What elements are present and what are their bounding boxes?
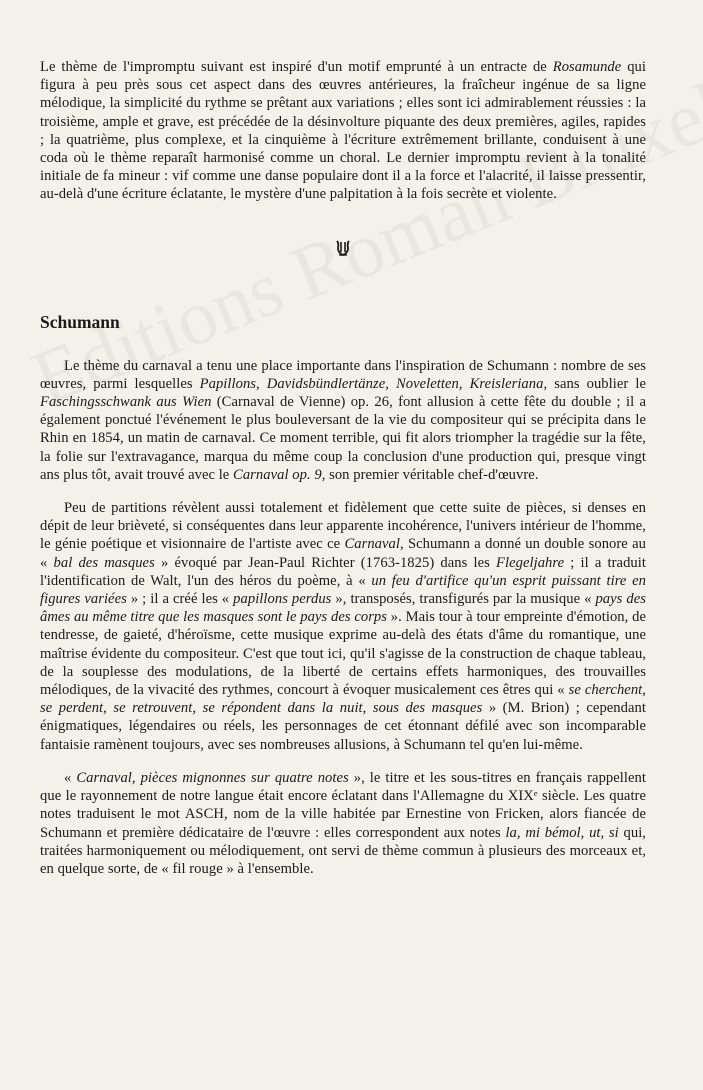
italic-text-run: Carnaval op. 9, bbox=[233, 466, 326, 483]
body-paragraph-1 bbox=[40, 357, 646, 484]
text-run: ». Mais tour à tour empreinte d'émotion, de tendresse, de gaieté, d'héroïsme, cette musique exprime au-delà des états d'âme du romantique, une maîtrise évidente du compositeur. C'est que tout ici, qu'il s'agisse de la construction de chaque tableau, de la souplesse des modulations, de la liberté de certains effets harmoniques, des trouvailles mélodiques, de la vivacité des rythmes, concourt à évoquer musicalement ces êtres qui « bbox=[40, 609, 646, 699]
italic-text-run: Faschingsschwank aus Wien bbox=[40, 394, 212, 411]
italic-text-run: bal des masques bbox=[53, 554, 155, 571]
text-run: » (M. Brion) ; cependant énigmatiques, légendaires ou réels, les personnages de cet étonnant défilé avec son incomparable fantaisie ramènent toujours, avec ses nombreuses allusions, à Schumann tel qu'en lui-même. bbox=[40, 700, 646, 753]
text-run: Schumann a donné un double sonore au « bbox=[40, 536, 646, 571]
text-run: qui figura à peu près sous cet aspect dans des œuvres antérieures, la fraîcheur ingénue de sa ligne mélodique, la simplicité du rythme se prêtant aux variations ; elles sont ici admirablement réussies : la troisième, ample et grave, est précédée de la désinvolture piquante des deux premières, agiles, rapides ; la quatrième, plus complexe, et la cinquième à l'écriture extrêmement brillante, conduisent à une coda où le thème reparaît harmonisé comme un choral. Le dernier impromptu revient à la tonalité initiale de fa mineur : vif comme une danse populaire dont il a la force et l'alacrité, il laisse pressentir, au-delà d'une écriture éclatante, le mystère d'une palpitation à la fois secrète et violente. bbox=[40, 59, 647, 203]
text-run: son premier véritable chef-d'œuvre. bbox=[325, 466, 539, 483]
text-run: » évoqué par Jean-Paul Richter (1763-1825) dans les bbox=[154, 554, 497, 571]
fleuron-ornament-icon bbox=[40, 240, 646, 260]
italic-text-run: Papillons, Davidsbündlertänze, Noveletten, Kreisleriana, bbox=[199, 375, 548, 392]
italic-text-run: la, mi bémol, ut, si bbox=[505, 824, 619, 841]
text-run: », le titre et les sous-titres en français rappellent que le rayonnement de notre langue était encore éclatant dans l'Allemagne du XIXᵉ siècle. Les quatre notes traduisent le mot ASCH, nom de la ville habitée par Ernestine von Fricken, alors fiancée de Schumann et première dédicataire de l'œuvre : elles correspondent aux notes bbox=[40, 769, 646, 841]
italic-text-run: Rosamunde bbox=[552, 59, 622, 75]
text-run: « bbox=[64, 769, 77, 786]
text-run: » ; il a créé les « bbox=[126, 591, 234, 608]
text-run: qui, traitées harmoniquement ou mélodiquement, ont servi de thème commun à plusieurs des morceaux et, en quelque sorte, de « fil rouge » à l'ensemble. bbox=[40, 824, 646, 877]
text-run: (Carnaval de Vienne) op. 26, font allusion à cette fête du double ; il a également ponctué l'événement le plus bouleversant de la vie du compositeur qui se précipita dans le Rhin en 1854, un matin de carnaval. Ce moment terrible, qui fit alors triompher la tragédie sur la fête, la folie sur l'extravagance, marqua du même coup la conclusion d'une production qui, presque vingt ans plus tôt, avait trouvé avec le bbox=[40, 394, 646, 483]
text-run: ; il a traduit l'identification de Walt, l'un des héros du poème, à « bbox=[40, 554, 646, 589]
italic-text-run: pays des âmes au même titre que les masques sont le pays des corps bbox=[40, 591, 646, 626]
italic-text-run: un feu d'artifice qu'un esprit puissant tire en figures variées bbox=[40, 572, 646, 608]
intro-paragraph bbox=[40, 58, 646, 204]
italic-text-run: Carnaval, pièces mignonnes sur quatre notes bbox=[76, 769, 349, 786]
text-run: Le thème du carnaval a tenu une place importante dans l'inspiration de Schumann : nombre de ses œuvres, parmi lesquelles bbox=[40, 357, 646, 392]
text-run: sans oublier le bbox=[547, 375, 646, 392]
page-text bbox=[40, 58, 646, 878]
section-heading: Schumann bbox=[40, 311, 120, 332]
italic-text-run: Flegeljahre bbox=[496, 554, 565, 571]
text-run: Le thème de l'impromptu suivant est inspiré d'un motif emprunté à un entracte de bbox=[40, 59, 553, 75]
text-run: », transposés, transfigurés par la musique « bbox=[331, 591, 596, 608]
body-paragraph-2 bbox=[40, 499, 646, 754]
text-run: Peu de partitions révèlent aussi totalement et fidèlement que cette suite de pièces, si denses en dépit de leur brièveté, si conséquentes dans leur apparente incohérence, l'univers intérieur de l'homme, le génie poétique et visionnaire de l'artiste avec ce bbox=[40, 500, 646, 553]
italic-text-run: se cherchent, se perdent, se retrouvent, se répondent dans la nuit, sous des masques bbox=[40, 682, 646, 717]
italic-text-run: Carnaval, bbox=[344, 536, 404, 553]
italic-text-run: papillons perdus bbox=[233, 591, 332, 608]
body-paragraph-3 bbox=[40, 769, 646, 878]
